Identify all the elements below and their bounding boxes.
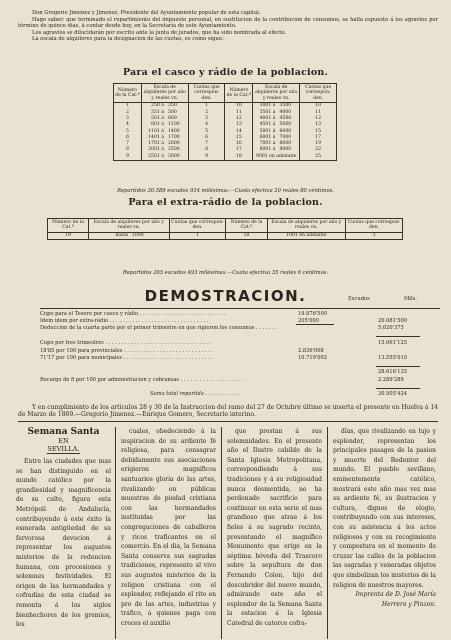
- tariff-cell: 3000: [166, 153, 188, 160]
- account-subtotal: 10.719'002: [298, 355, 327, 361]
- tariff-cell: 3: [346, 232, 403, 239]
- tariff-header: Número de la Cat.ª: [48, 219, 89, 233]
- tariff-header: Escala de alquileres por año y reales vn.: [89, 219, 169, 233]
- tariff-cell: 12: [225, 115, 253, 121]
- tariff-cell: 250 á: [141, 102, 166, 109]
- account-label: 18'85 por 100 para provinciales . . . . . . . . . . . . . . . . . . . . . . . . . . . .: [40, 348, 214, 354]
- tariff-cell: 8: [114, 147, 142, 153]
- tariff-cell: 11: [300, 109, 337, 115]
- tariff-row: [114, 102, 337, 109]
- tariff-cell: 15: [225, 134, 253, 140]
- tariff-cell: 9000: [277, 147, 299, 153]
- tariff-cell: 2000: [166, 141, 188, 147]
- tariff-cell: 5: [188, 128, 225, 134]
- account-total: 28.616'135: [378, 369, 407, 375]
- section1-note: Repartidos 30.589 escudos 934 milésimas.—Cuota efectiva 20 reales 80 céntimos.: [117, 188, 334, 194]
- intro-line-1: Don Gregorio Jimenez y Jimenez, Presidente del Ayuntamiento popular de esta capital.: [32, 10, 261, 16]
- demo-col-escudos: Escudos: [348, 296, 370, 302]
- tariff-header: Número de la Cat.ª: [114, 84, 142, 103]
- tariff-cell: 4000: [277, 109, 299, 115]
- tariff-cell: 8001 á: [253, 147, 278, 153]
- tariff-cell: 1401 á: [141, 134, 166, 140]
- account-sum-rule: [296, 324, 334, 325]
- tariff-cell: 12: [300, 115, 337, 121]
- tariff-cell: 1101 á: [141, 128, 166, 134]
- tariff-cell: 4500: [277, 115, 299, 121]
- demo-col-mils: Mils.: [404, 296, 417, 302]
- tariff-cell: 6: [188, 134, 225, 140]
- tariff-cell: 7001 á: [253, 141, 278, 147]
- tariff-header: Cuotas que correspon- den.: [169, 219, 226, 233]
- account-subtotal: 19.876'500: [298, 311, 327, 317]
- tariff-row: [114, 153, 337, 160]
- tariff-cell: 1: [114, 102, 142, 109]
- column-rule-2: [221, 427, 222, 639]
- account-label: 71'17 por 100 para municipales . . . . . . . . . . . . . . . . . . . . . . . . . . . .: [40, 355, 213, 361]
- account-label: Suma total repartida . . . . . . . . . . .: [150, 391, 240, 397]
- article-title: Semana Santa: [27, 427, 100, 437]
- tariff-cell: 3501 á: [253, 109, 278, 115]
- account-total: 30.905'424: [378, 391, 407, 397]
- tariff-cell: 2001 á: [141, 147, 166, 153]
- tariff-cell: 3500: [277, 102, 299, 109]
- tariff-cell: 7: [114, 141, 142, 147]
- article-subtitle-pre: EN: [58, 437, 69, 445]
- tariff-row: [48, 232, 403, 239]
- account-total: 15.061'125: [378, 340, 407, 346]
- tariff-cell: 501 á: [141, 115, 166, 121]
- article-subtitle: [16, 437, 111, 453]
- tariff-header: Cuotas que correspon- den.: [188, 84, 225, 103]
- tariff-cell: 17: [225, 147, 253, 153]
- article-column-4: [333, 427, 436, 639]
- tariff-cell: 1701 á: [141, 141, 166, 147]
- tariff-cell: 14: [225, 128, 253, 134]
- tariff-cell: 2500: [166, 147, 188, 153]
- article-col2-text: cuales, obedeciendo á la inspiracion de su ardiente fé religiosa, para consagrar debidamente sus asociaciones erigieron magníficos santuarios gloria de las artes, rivalizando en públicas muestras de piedad cristiana con las hermandades instituidas por las congregaciones de caballeros y ricos traficantes en el comercio. En el dia, la Semana Santa conserva sus sagradas tradiciones, represento al vivo sus augustos misterios de la religion cristiana con el esplendor, reflejando el rito en pro de las artes, industrias y tráfico, á quienes paga con creces el auxilio: [121, 428, 216, 627]
- account-sum-rule: [376, 388, 420, 389]
- article-col3-text: que prestan á sus solemnidades. En el presente año el Ilustre cabildo de la Santa Iglesia Metropolitana, correspondiendo á sus tradiciones y á su religiosidad nunca desmentida, no ha perdonado sacrificio para continuar en esta serie el mas grandioso que atrae á los fieles á su sagrado recinto, presentando el magnífico Monumento que erige en la séptima bóveda del Trascoro sobre la sepultura de don Fernando Colon, hijo del descubridor del nuevo mundo, admirando este año el esplendor de la Semana Santa la estacion á la Iglesia Catedral de catorce cofra-: [227, 428, 322, 627]
- tariff-cell: 10: [300, 102, 337, 109]
- tariff-header: Cuotas que correspon- den.: [300, 84, 337, 103]
- account-label: Cupo para el Tesoro por casco y rádio . . . . . . . . . . . . . . . . . . . . . . . . . . .: [40, 311, 226, 317]
- account-label: Recargo de 8 por 100 por administracion y cobranzas . . . . . . . . . . . . . . . . . . . .: [40, 377, 244, 383]
- tariff-cell: 1100: [166, 122, 188, 128]
- tariff-cell: 1000: [130, 232, 169, 239]
- tariff-cell: 1700: [166, 134, 188, 140]
- column-rule-1: [115, 427, 116, 639]
- tariff-cell: 13: [300, 122, 337, 128]
- demostracion-title: DEMOSTRACION.: [144, 287, 307, 305]
- tariff-header: Escala de alquileres por año y reales vn.: [267, 219, 345, 233]
- demo-header-rule: [40, 308, 440, 309]
- tariff-table-extra-radio: [47, 218, 403, 240]
- tariff-cell: 1001 en adelante: [267, 232, 345, 239]
- article-column-1: [16, 427, 111, 639]
- tariff-cell: 4: [114, 122, 142, 128]
- article-col4-text: días, que rivalizando en lujo y esplendor, representan los principales pasages de la pasion y muerte del Redentor del mundo. El pueblo sevillano, eminentemente católico, mostrará este año mas vez mas su ardiente fé, su ilustracion y cultura, dignos de elogio, contribuyendo con sus intereses, con su asistencia á los actos religiosos y con su recogimiento y compostura en el momento de cruzar las calles de la poblacion las sagradas y veneradas objetos que simbolizan los misterios de la religion de nuestros mayores.: [333, 428, 436, 589]
- tariff-cell: 11: [225, 109, 253, 115]
- intro-line-3: Los agravios se dilucidarán por escrito ante la junta de jurados, que ha sido nombrada al efecto.: [32, 29, 287, 36]
- article-separator: [18, 421, 438, 422]
- account-sum-rule: [376, 366, 420, 367]
- intro-line-4: La escala de alquileres para la designacion de las cuotas, es como sigue:: [32, 36, 224, 43]
- tariff-cell: 5: [114, 128, 142, 134]
- tariff-cell: 800: [166, 115, 188, 121]
- account-total: 20.081'500: [378, 318, 407, 324]
- decree-paragraph: Y en cumplimiento de los artículos 28 y 30 de la Instruccion del ramo del 27 de Octubre último se inserta el presente en Huelva á 14 de Marzo de 1869.—Gregorio Jimenez.—Enrique Gomero, Secretario interino.: [18, 404, 438, 419]
- tariff-cell: 17: [300, 134, 337, 140]
- account-sum-rule: [376, 336, 420, 337]
- column-rule-3: [327, 427, 328, 639]
- account-label: Deduccion de la cuarta parte por el primer trimestre en que rigieron los consumos . . . . . . .: [40, 325, 278, 331]
- account-subtotal: 205'000: [298, 318, 319, 324]
- tariff-cell: 6001 á: [253, 134, 278, 140]
- tariff-cell: 3: [114, 115, 142, 121]
- account-total: 2.289'289: [378, 377, 404, 383]
- account-label: Idem idem por extra-rádio . . . . . . . . . . . . . . . . . . . . . . . . . . . . . . .: [40, 318, 209, 324]
- section2-note: Repartidos 265 escudos 493 milésimas.—Cuota efectiva 35 reales 6 céntimos.: [122, 270, 329, 276]
- tariff-cell: 9: [188, 153, 225, 160]
- tariff-cell: 8000: [277, 141, 299, 147]
- tariff-cell: 8: [188, 147, 225, 153]
- tariff-cell: 4001 á: [253, 115, 278, 121]
- tariff-cell: 3: [188, 115, 225, 121]
- tariff-cell: 13: [225, 122, 253, 128]
- tariff-cell: 4: [188, 122, 225, 128]
- account-subtotal: 2.836'008: [298, 348, 324, 354]
- section2-title: Para el extra-rádio de la poblacion.: [128, 197, 323, 208]
- tariff-cell: 10: [225, 102, 253, 109]
- tariff-cell: 351 á: [141, 109, 166, 115]
- tariff-cell: 22: [300, 147, 337, 153]
- imprint-line-2: Herrera y Pinzon.: [381, 600, 436, 608]
- tariff-cell: 1400: [166, 128, 188, 134]
- tariff-cell: 18: [225, 153, 253, 160]
- tariff-cell: hasta: [89, 232, 130, 239]
- tariff-cell: 5000: [277, 122, 299, 128]
- tariff-header: Número de la Cat.ª: [225, 84, 253, 103]
- tariff-cell: 350: [166, 102, 188, 109]
- tariff-cell: 9001 en adelante: [253, 153, 300, 160]
- tariff-cell: 3001 á: [253, 102, 278, 109]
- tariff-table-casco: [113, 83, 337, 161]
- tariff-header: Escala de alquileres por año y reales vn.: [253, 84, 300, 103]
- account-total: 5.020'375: [378, 325, 404, 331]
- tariff-cell: 2: [114, 109, 142, 115]
- tariff-cell: 15: [300, 128, 337, 134]
- tariff-cell: 2501 á: [141, 153, 166, 160]
- tariff-cell: 19: [300, 141, 337, 147]
- tariff-cell: 25: [300, 153, 337, 160]
- article-column-3: [227, 427, 322, 639]
- intro-notice: [18, 10, 438, 43]
- tariff-cell: 9: [114, 153, 142, 160]
- article-column-2: [121, 427, 216, 639]
- imprint-line-1: Imprenta de D. José María: [355, 591, 436, 599]
- account-total: 13.555'010: [378, 355, 407, 361]
- tariff-cell: 6000: [277, 128, 299, 134]
- intro-line-2: Hago saber: que terminado el repartimiento del impuesto personal, en sustitucion de la contribucion de consumos, se halla espuesto á los agravios por término de quince dias, á contar desde hoy, en la Secretaría de este Ayuntamiento.: [18, 16, 438, 30]
- article-col1-text: Entre las ciudades que mas se han distinguido en el mundo católico por la grandiosidad y magnificencia de su culto, figura esta Metrópoli de Andalucía, contribuyendo á este éxito la esmerada antigüedad de su fervorosa devocion á representar los augustos misterios de la redencion humana, con procesiones y solemnes festividades. El origen de las hermandades y cofradías de esta ciudad se remonta á los siglos bienhechores de los gremios, los: [16, 458, 111, 629]
- tariff-cell: 1: [188, 102, 225, 109]
- tariff-cell: 16: [225, 141, 253, 147]
- tariff-cell: 19: [48, 232, 89, 239]
- tariff-cell: 1: [169, 232, 226, 239]
- account-label: Cupo por tres trimestres . . . . . . . . . . . . . . . . . . . . . . . . . . . . . . . . .: [40, 340, 211, 346]
- tariff-cell: 4501 á: [253, 122, 278, 128]
- tariff-cell: 20: [226, 232, 267, 239]
- tariff-header: Escala de alquileres por año y reales vn.: [141, 84, 188, 103]
- tariff-cell: 801 á: [141, 122, 166, 128]
- section1-title: Para el casco y rádio de la poblacion.: [122, 67, 329, 78]
- tariff-header: Número de la Cat.ª: [226, 219, 267, 233]
- tariff-cell: 5001 á: [253, 128, 278, 134]
- tariff-cell: 2: [188, 109, 225, 115]
- tariff-cell: 7: [188, 141, 225, 147]
- article-subtitle-city: SEVILLA.: [47, 445, 80, 453]
- tariff-cell: 7000: [277, 134, 299, 140]
- tariff-cell: 500: [166, 109, 188, 115]
- tariff-cell: 6: [114, 134, 142, 140]
- tariff-header: Cuotas que correspon- den.: [346, 219, 403, 233]
